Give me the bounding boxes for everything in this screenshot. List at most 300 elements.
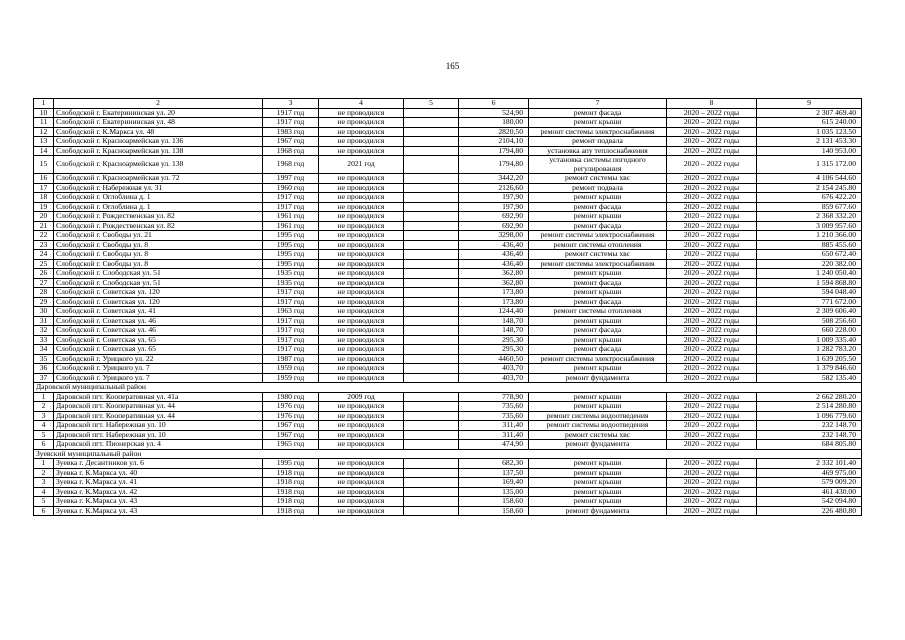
last-repair-year-cell: не проводился xyxy=(319,468,404,478)
build-year-cell: 1995 год xyxy=(263,459,319,469)
build-year-cell: 1967 год xyxy=(263,137,319,147)
work-type-cell: ремонт крыши xyxy=(529,212,667,222)
work-type-cell: ремонт системы водоотведения xyxy=(529,411,667,421)
section-row xyxy=(34,449,862,459)
cost-cell: 660 228.00 xyxy=(757,326,862,336)
area-cell: 311,40 xyxy=(459,430,529,440)
build-year-cell: 1918 год xyxy=(263,487,319,497)
build-year-cell: 1918 год xyxy=(263,506,319,516)
section-row xyxy=(34,383,862,393)
cost-cell: 2 332 101.40 xyxy=(757,459,862,469)
area-cell: 692,90 xyxy=(459,212,529,222)
row-number-cell: 19 xyxy=(34,202,54,212)
work-type-cell: ремонт фасада xyxy=(529,202,667,212)
cost-cell: 508 256.60 xyxy=(757,316,862,326)
cost-cell: 859 677.60 xyxy=(757,202,862,212)
table-row xyxy=(34,193,862,203)
period-cell: 2020 – 2022 годы xyxy=(667,402,757,412)
table-row xyxy=(34,459,862,469)
address-cell: Слободской г. Набережная ул. 31 xyxy=(54,183,263,193)
address-cell: Слободской г. Советская ул. 120 xyxy=(54,297,263,307)
area-cell: 436,40 xyxy=(459,250,529,260)
table-row xyxy=(34,440,862,450)
empty-cell-cell xyxy=(404,421,459,431)
cost-cell: 232 148.70 xyxy=(757,421,862,431)
header-cell-2: 2 xyxy=(54,99,263,109)
row-number-cell: 1 xyxy=(34,459,54,469)
row-number-cell: 5 xyxy=(34,430,54,440)
last-repair-year-cell: не проводился xyxy=(319,487,404,497)
build-year-cell: 1967 год xyxy=(263,421,319,431)
work-type-cell: ремонт крыши xyxy=(529,459,667,469)
cost-cell: 1 282 783.20 xyxy=(757,345,862,355)
cost-cell: 1 379 846.60 xyxy=(757,364,862,374)
empty-cell-cell xyxy=(404,146,459,156)
header-cell-1: 1 xyxy=(34,99,54,109)
row-number-cell: 28 xyxy=(34,288,54,298)
address-cell: Даровской пгт. Набережная ул. 10 xyxy=(54,430,263,440)
area-cell: 778,90 xyxy=(459,392,529,402)
build-year-cell: 1959 год xyxy=(263,373,319,383)
row-number-cell: 21 xyxy=(34,221,54,231)
section-title: Даровской муниципальный район xyxy=(34,383,862,393)
table-row xyxy=(34,146,862,156)
last-repair-year-cell: не проводился xyxy=(319,278,404,288)
period-cell: 2020 – 2022 годы xyxy=(667,108,757,118)
build-year-cell: 1917 год xyxy=(263,297,319,307)
period-cell: 2020 – 2022 годы xyxy=(667,506,757,516)
period-cell: 2020 – 2022 годы xyxy=(667,459,757,469)
area-cell: 295,30 xyxy=(459,335,529,345)
period-cell: 2020 – 2022 годы xyxy=(667,156,757,174)
cost-cell: 1 096 779.60 xyxy=(757,411,862,421)
last-repair-year-cell: не проводился xyxy=(319,411,404,421)
last-repair-year-cell: не проводился xyxy=(319,335,404,345)
address-cell: Зуевка г. К.Маркса ул. 43 xyxy=(54,506,263,516)
area-cell: 2126,60 xyxy=(459,183,529,193)
last-repair-year-cell: не проводился xyxy=(319,478,404,488)
address-cell: Даровской пгт. Набережная ул. 10 xyxy=(54,421,263,431)
build-year-cell: 1980 год xyxy=(263,392,319,402)
empty-cell-cell xyxy=(404,127,459,137)
period-cell: 2020 – 2022 годы xyxy=(667,288,757,298)
address-cell: Слободской г. К.Маркса ул. 48 xyxy=(54,127,263,137)
build-year-cell: 1976 год xyxy=(263,402,319,412)
cost-cell: 684 805.80 xyxy=(757,440,862,450)
area-cell: 2820,50 xyxy=(459,127,529,137)
period-cell: 2020 – 2022 годы xyxy=(667,421,757,431)
empty-cell-cell xyxy=(404,288,459,298)
period-cell: 2020 – 2022 годы xyxy=(667,487,757,497)
last-repair-year-cell: не проводился xyxy=(319,240,404,250)
table-row xyxy=(34,316,862,326)
row-number-cell: 30 xyxy=(34,307,54,317)
row-number-cell: 24 xyxy=(34,250,54,260)
empty-cell-cell xyxy=(404,156,459,174)
table-row xyxy=(34,506,862,516)
work-type-cell: ремонт крыши xyxy=(529,335,667,345)
address-cell: Слободской г. Свободы ул. 21 xyxy=(54,231,263,241)
empty-cell-cell xyxy=(404,240,459,250)
table-row xyxy=(34,421,862,431)
build-year-cell: 1918 год xyxy=(263,478,319,488)
table-row xyxy=(34,269,862,279)
table-row xyxy=(34,156,862,174)
empty-cell-cell xyxy=(404,345,459,355)
address-cell: Слободской г. Свободы ул. 8 xyxy=(54,259,263,269)
area-cell: 524,90 xyxy=(459,108,529,118)
row-number-cell: 3 xyxy=(34,478,54,488)
area-cell: 403,70 xyxy=(459,364,529,374)
area-cell: 682,30 xyxy=(459,459,529,469)
row-number-cell: 22 xyxy=(34,231,54,241)
last-repair-year-cell: не проводился xyxy=(319,221,404,231)
table-row xyxy=(34,468,862,478)
work-type-cell: ремонт фундамента xyxy=(529,440,667,450)
address-cell: Даровской пгт. Кооперативная ул. 44 xyxy=(54,402,263,412)
table-row xyxy=(34,392,862,402)
work-type-cell: установка системы погодного регулирования xyxy=(529,156,667,174)
period-cell: 2020 – 2022 годы xyxy=(667,269,757,279)
period-cell: 2020 – 2022 годы xyxy=(667,345,757,355)
period-cell: 2020 – 2022 годы xyxy=(667,240,757,250)
period-cell: 2020 – 2022 годы xyxy=(667,118,757,128)
last-repair-year-cell: не проводился xyxy=(319,137,404,147)
last-repair-year-cell: не проводился xyxy=(319,316,404,326)
last-repair-year-cell: не проводился xyxy=(319,108,404,118)
build-year-cell: 1987 год xyxy=(263,354,319,364)
table-row xyxy=(34,345,862,355)
build-year-cell: 1995 год xyxy=(263,259,319,269)
address-cell: Слободской г. Красноармейская ул. 136 xyxy=(54,137,263,147)
period-cell: 2020 – 2022 годы xyxy=(667,430,757,440)
area-cell: 3442,20 xyxy=(459,174,529,184)
table-row xyxy=(34,174,862,184)
build-year-cell: 1995 год xyxy=(263,250,319,260)
area-cell: 180,00 xyxy=(459,118,529,128)
table-row xyxy=(34,297,862,307)
work-type-cell: ремонт крыши xyxy=(529,487,667,497)
empty-cell-cell xyxy=(404,202,459,212)
build-year-cell: 1961 год xyxy=(263,212,319,222)
row-number-cell: 35 xyxy=(34,354,54,364)
empty-cell-cell xyxy=(404,392,459,402)
row-number-cell: 37 xyxy=(34,373,54,383)
page-number: 165 xyxy=(445,61,460,71)
row-number-cell: 11 xyxy=(34,118,54,128)
table-row xyxy=(34,250,862,260)
table-row xyxy=(34,326,862,336)
empty-cell-cell xyxy=(404,297,459,307)
cost-cell: 582 135.40 xyxy=(757,373,862,383)
area-cell: 173,80 xyxy=(459,297,529,307)
table-row xyxy=(34,487,862,497)
work-type-cell: ремонт системы водоотведения xyxy=(529,421,667,431)
repair-schedule-table xyxy=(33,98,862,516)
cost-cell: 140 953.00 xyxy=(757,146,862,156)
address-cell: Слободской г. Рождественская ул. 82 xyxy=(54,221,263,231)
table-body xyxy=(34,99,862,516)
period-cell: 2020 – 2022 годы xyxy=(667,478,757,488)
last-repair-year-cell: не проводился xyxy=(319,183,404,193)
cost-cell: 2 309 606.40 xyxy=(757,307,862,317)
row-number-cell: 4 xyxy=(34,487,54,497)
last-repair-year-cell: не проводился xyxy=(319,297,404,307)
empty-cell-cell xyxy=(404,326,459,336)
last-repair-year-cell: не проводился xyxy=(319,373,404,383)
row-number-cell: 31 xyxy=(34,316,54,326)
table-row xyxy=(34,212,862,222)
table-row xyxy=(34,373,862,383)
empty-cell-cell xyxy=(404,316,459,326)
build-year-cell: 1963 год xyxy=(263,307,319,317)
area-cell: 311,40 xyxy=(459,421,529,431)
area-cell: 158,60 xyxy=(459,506,529,516)
build-year-cell: 1917 год xyxy=(263,316,319,326)
address-cell: Слободской г. Советская ул. 46 xyxy=(54,316,263,326)
cost-cell: 2 514 280.80 xyxy=(757,402,862,412)
period-cell: 2020 – 2022 годы xyxy=(667,468,757,478)
address-cell: Слободской г. Урицкого ул. 7 xyxy=(54,373,263,383)
work-type-cell: ремонт фундамента xyxy=(529,373,667,383)
work-type-cell: ремонт системы электроснабжения xyxy=(529,127,667,137)
last-repair-year-cell: не проводился xyxy=(319,345,404,355)
address-cell: Слободской г. Урицкого ул. 7 xyxy=(54,364,263,374)
cost-cell: 1 240 050.40 xyxy=(757,269,862,279)
table-row xyxy=(34,411,862,421)
last-repair-year-cell: не проводился xyxy=(319,269,404,279)
address-cell: Слободской г. Красноармейская ул. 72 xyxy=(54,174,263,184)
last-repair-year-cell: не проводился xyxy=(319,354,404,364)
build-year-cell: 1997 год xyxy=(263,174,319,184)
cost-cell: 542 094.80 xyxy=(757,497,862,507)
work-type-cell: ремонт системы отопления xyxy=(529,240,667,250)
last-repair-year-cell: не проводился xyxy=(319,174,404,184)
cost-cell: 594 048.40 xyxy=(757,288,862,298)
last-repair-year-cell: не проводился xyxy=(319,146,404,156)
address-cell: Зуевка г. К.Маркса ул. 42 xyxy=(54,487,263,497)
empty-cell-cell xyxy=(404,108,459,118)
address-cell: Слободской г. Урицкого ул. 22 xyxy=(54,354,263,364)
address-cell: Слободской г. Красноармейская ул. 138 xyxy=(54,156,263,174)
cost-cell: 226 480.80 xyxy=(757,506,862,516)
cost-cell: 1 639 205.50 xyxy=(757,354,862,364)
address-cell: Даровской пгт. Пионерская ул. 4 xyxy=(54,440,263,450)
period-cell: 2020 – 2022 годы xyxy=(667,221,757,231)
area-cell: 148,70 xyxy=(459,326,529,336)
header-row xyxy=(34,99,862,109)
work-type-cell: ремонт крыши xyxy=(529,316,667,326)
empty-cell-cell xyxy=(404,430,459,440)
empty-cell-cell xyxy=(404,440,459,450)
address-cell: Зуевка г. К.Маркса ул. 43 xyxy=(54,497,263,507)
build-year-cell: 1960 год xyxy=(263,183,319,193)
header-cell-4: 4 xyxy=(319,99,404,109)
address-cell: Слободской г. Красноармейская ул. 138 xyxy=(54,146,263,156)
last-repair-year-cell: не проводился xyxy=(319,127,404,137)
last-repair-year-cell: не проводился xyxy=(319,497,404,507)
empty-cell-cell xyxy=(404,269,459,279)
cost-cell: 1 315 172.00 xyxy=(757,156,862,174)
row-number-cell: 14 xyxy=(34,146,54,156)
header-cell-9: 9 xyxy=(757,99,862,109)
row-number-cell: 36 xyxy=(34,364,54,374)
cost-cell: 461 430.00 xyxy=(757,487,862,497)
build-year-cell: 1917 год xyxy=(263,202,319,212)
work-type-cell: ремонт фасада xyxy=(529,345,667,355)
table-row xyxy=(34,430,862,440)
table-row xyxy=(34,497,862,507)
work-type-cell: ремонт системы хвс xyxy=(529,250,667,260)
empty-cell-cell xyxy=(404,221,459,231)
table-row xyxy=(34,278,862,288)
period-cell: 2020 – 2022 годы xyxy=(667,411,757,421)
row-number-cell: 20 xyxy=(34,212,54,222)
build-year-cell: 1935 год xyxy=(263,278,319,288)
work-type-cell: ремонт фасада xyxy=(529,278,667,288)
build-year-cell: 1995 год xyxy=(263,231,319,241)
work-type-cell: ремонт крыши xyxy=(529,402,667,412)
area-cell: 436,40 xyxy=(459,259,529,269)
build-year-cell: 1965 год xyxy=(263,440,319,450)
cost-cell: 232 148.70 xyxy=(757,430,862,440)
work-type-cell: ремонт системы электроснабжения xyxy=(529,231,667,241)
work-type-cell: ремонт крыши xyxy=(529,497,667,507)
area-cell: 474,90 xyxy=(459,440,529,450)
cost-cell: 1 035 123.50 xyxy=(757,127,862,137)
build-year-cell: 1917 год xyxy=(263,335,319,345)
empty-cell-cell xyxy=(404,174,459,184)
empty-cell-cell xyxy=(404,373,459,383)
table-row xyxy=(34,335,862,345)
build-year-cell: 1918 год xyxy=(263,468,319,478)
cost-cell: 676 422.20 xyxy=(757,193,862,203)
row-number-cell: 23 xyxy=(34,240,54,250)
area-cell: 2104,10 xyxy=(459,137,529,147)
address-cell: Зуевка г. К.Маркса ул. 41 xyxy=(54,478,263,488)
last-repair-year-cell: не проводился xyxy=(319,459,404,469)
last-repair-year-cell: не проводился xyxy=(319,288,404,298)
last-repair-year-cell: не проводился xyxy=(319,402,404,412)
build-year-cell: 1917 год xyxy=(263,288,319,298)
period-cell: 2020 – 2022 годы xyxy=(667,373,757,383)
work-type-cell: ремонт системы электроснабжения xyxy=(529,259,667,269)
build-year-cell: 1917 год xyxy=(263,193,319,203)
build-year-cell: 1961 год xyxy=(263,221,319,231)
area-cell: 169,40 xyxy=(459,478,529,488)
empty-cell-cell xyxy=(404,459,459,469)
row-number-cell: 2 xyxy=(34,402,54,412)
address-cell: Зуевка г. Десантников ул. 6 xyxy=(54,459,263,469)
work-type-cell: ремонт крыши xyxy=(529,468,667,478)
area-cell: 362,80 xyxy=(459,269,529,279)
address-cell: Слободской г. Слободская ул. 51 xyxy=(54,278,263,288)
last-repair-year-cell: не проводился xyxy=(319,421,404,431)
area-cell: 403,70 xyxy=(459,373,529,383)
period-cell: 2020 – 2022 годы xyxy=(667,231,757,241)
work-type-cell: ремонт фасада xyxy=(529,326,667,336)
address-cell: Слободской г. Екатерининская ул. 48 xyxy=(54,118,263,128)
work-type-cell: ремонт крыши xyxy=(529,364,667,374)
empty-cell-cell xyxy=(404,250,459,260)
empty-cell-cell xyxy=(404,307,459,317)
area-cell: 137,50 xyxy=(459,468,529,478)
build-year-cell: 1918 год xyxy=(263,497,319,507)
last-repair-year-cell: не проводился xyxy=(319,193,404,203)
row-number-cell: 25 xyxy=(34,259,54,269)
work-type-cell: ремонт системы хвс xyxy=(529,174,667,184)
work-type-cell: ремонт фасада xyxy=(529,297,667,307)
row-number-cell: 6 xyxy=(34,506,54,516)
build-year-cell: 1917 год xyxy=(263,118,319,128)
header-cell-7: 7 xyxy=(529,99,667,109)
section-title: Зуевский муниципальный район xyxy=(34,449,862,459)
period-cell: 2020 – 2022 годы xyxy=(667,307,757,317)
empty-cell-cell xyxy=(404,364,459,374)
area-cell: 135,00 xyxy=(459,487,529,497)
cost-cell: 3 009 957.60 xyxy=(757,221,862,231)
cost-cell: 469 975.00 xyxy=(757,468,862,478)
work-type-cell: ремонт фасада xyxy=(529,221,667,231)
area-cell: 197,90 xyxy=(459,202,529,212)
row-number-cell: 27 xyxy=(34,278,54,288)
last-repair-year-cell: не проводился xyxy=(319,212,404,222)
empty-cell-cell xyxy=(404,183,459,193)
period-cell: 2020 – 2022 годы xyxy=(667,212,757,222)
table-row xyxy=(34,118,862,128)
build-year-cell: 1995 год xyxy=(263,240,319,250)
empty-cell-cell xyxy=(404,506,459,516)
period-cell: 2020 – 2022 годы xyxy=(667,137,757,147)
build-year-cell: 1983 год xyxy=(263,127,319,137)
area-cell: 735,60 xyxy=(459,411,529,421)
last-repair-year-cell: не проводился xyxy=(319,440,404,450)
area-cell: 1794,80 xyxy=(459,156,529,174)
build-year-cell: 1917 год xyxy=(263,326,319,336)
build-year-cell: 1976 год xyxy=(263,411,319,421)
table-row xyxy=(34,288,862,298)
empty-cell-cell xyxy=(404,487,459,497)
table-row xyxy=(34,402,862,412)
period-cell: 2020 – 2022 годы xyxy=(667,440,757,450)
address-cell: Даровской пгт. Кооперативная ул. 44 xyxy=(54,411,263,421)
build-year-cell: 1968 год xyxy=(263,146,319,156)
last-repair-year-cell: не проводился xyxy=(319,259,404,269)
cost-cell: 771 672.00 xyxy=(757,297,862,307)
cost-cell: 2 154 245.80 xyxy=(757,183,862,193)
last-repair-year-cell: не проводился xyxy=(319,307,404,317)
empty-cell-cell xyxy=(404,259,459,269)
work-type-cell: ремонт подвала xyxy=(529,183,667,193)
area-cell: 158,60 xyxy=(459,497,529,507)
last-repair-year-cell: не проводился xyxy=(319,326,404,336)
address-cell: Слободской г. Советская ул. 46 xyxy=(54,326,263,336)
period-cell: 2020 – 2022 годы xyxy=(667,146,757,156)
row-number-cell: 12 xyxy=(34,127,54,137)
table-row xyxy=(34,137,862,147)
row-number-cell: 26 xyxy=(34,269,54,279)
last-repair-year-cell: не проводился xyxy=(319,430,404,440)
last-repair-year-cell: не проводился xyxy=(319,250,404,260)
last-repair-year-cell: не проводился xyxy=(319,231,404,241)
table-row xyxy=(34,221,862,231)
table-row xyxy=(34,231,862,241)
table-row xyxy=(34,127,862,137)
period-cell: 2020 – 2022 годы xyxy=(667,316,757,326)
address-cell: Слободской г. Свободы ул. 8 xyxy=(54,240,263,250)
cost-cell: 2 131 453.30 xyxy=(757,137,862,147)
period-cell: 2020 – 2022 годы xyxy=(667,392,757,402)
